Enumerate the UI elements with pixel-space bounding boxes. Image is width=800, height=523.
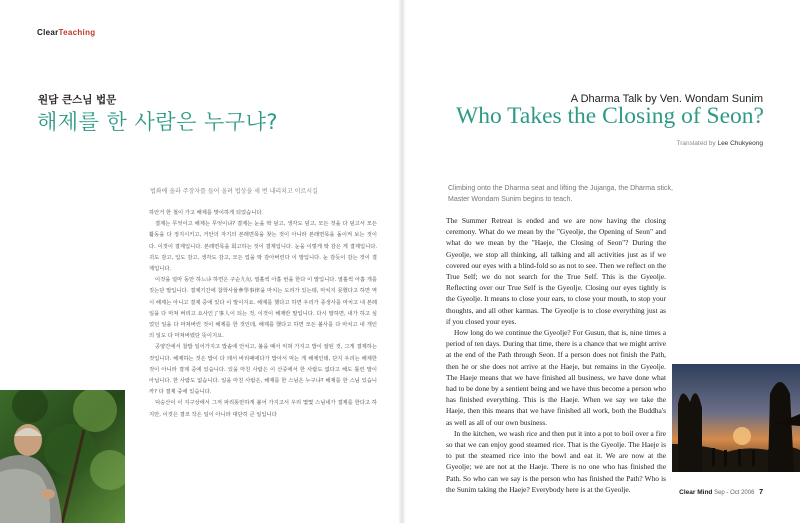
english-paragraph: How long do we continue the Gyeolje? For Gusun, that is, nine times a period of ten days. During that time, there is a chance that we might arrive at the end of the Path through Seon. If a person does not finish the Path, then he or she does not arrive at the Haeje, but remains in the Gyeolje. The Haeje means that we have finished all business, we have done what had to be done by a sentient being and we have thus become a person who has finished everything. This is the Haeje. When we say we take the Haeje, then this means that we have finished all work, both the Buddha's as well as all of our own business. <box>446 328 667 427</box>
page-gutter <box>398 0 406 523</box>
korean-title: 해제를 한 사람은 누구냐? <box>37 110 279 134</box>
korean-caption: 법좌에 올라 주장자를 들어 올려 법상을 세 번 내리치고 이르시길 <box>150 188 318 195</box>
korean-subtitle: 원담 큰스님 법문 <box>38 94 117 106</box>
translator-credit <box>677 140 764 147</box>
english-paragraph: The Summer Retreat is ended and we are now having the closing ceremony. What do we mean by the "Gyeolje, the Opening of Seon" and what do we mean by the "Haeje, the Closing of Seon"? During the Gyeolje, we stop all thinking, all talking and all activities just as if we covered our eyes with a blind-fold so as not to see. Then we reflect on the True Self; we do not search for the True Self. This is the Gyeolje. Reflecting over our True Self is the Gyeolje. Closing our eyes tightly is the Gyeolje. It means to close your ears, to close your mouth, to stop your thoughts, and all other karmas. The Gyeolje is to close everything just as if you closed your eyes. <box>446 216 666 326</box>
english-title: Who Takes the Closing of Seon? <box>456 103 764 129</box>
korean-paragraph: 결제는 무엇이고 해제는 무엇이냐? 결제는 눈을 딱 덮고, 생각도 덮고, 모든 것을 다 덮고서 모든 활동을 다 정지시키고, 거안의 자기의 본래면목을 찾는 것이 아니라 본래면목을 돌이켜 보는 것이다. 이것이 결제입니다. 본래면목을 회고하는 것이 결제입니다. 눈을 이렇게 딱 감은 게 결제입니다. 귀도 감고, 입도 감고, 생각도 감고, 모든 업을 딱 감아버린다 이 말입니다. 눈 감듯이 감는 것이 결제입니다. <box>149 221 377 273</box>
footer-magazine: Clear Mind <box>679 489 713 496</box>
korean-paragraph: 이것을 얼마 동안 하느냐 하면은 구순九旬, 열흘씩 아홉 번을 한다 이 말입니다. 열흘씩 아홉 개를 짓는단 말입니다. 결제기간에 참학사율參學事律을 마치는 도리가 있는데, 마치지 못했다고 하면 역시 해제는 아니고 결제 중에 있다 이 말이지요. 해제를 했다고 하면 우리가 종생사를 마치고 내 본래 일을 다 마쳐 버리고 요사인了事人이 되는 것, 이것이 해제란 말입니다. 다시 말하면, 내가 하고 싶었던 일을 다 마쳐버린 것이 해제를 한 것인데, 해제를 했다고 하면 모든 볼사를 다 마치고 내 개인의 일도 다 마쳐버렸단 뜻이지요. <box>149 277 377 340</box>
korean-body <box>149 208 377 421</box>
brand-clear: Clear <box>37 28 59 37</box>
footer-issue: Sep - Oct 2006 <box>714 490 755 496</box>
page-footer <box>679 489 763 496</box>
section-brand <box>37 28 95 37</box>
korean-paragraph: 덕숭산이 이 지구상에서 그저 파리똥만하게 붙어 가지고서 우리 몇몇 스님네가 결제를 한다고 하지만, 이것은 결코 작은 일이 아니라 대단히 큰 일입니다 <box>149 400 377 418</box>
translator-label: Translated by <box>676 140 716 147</box>
translator-name: Lee Chukyeong <box>717 140 763 147</box>
english-subtitle: A Dharma Talk by Ven. Wondam Sunim <box>570 93 763 105</box>
brand-teaching: Teaching <box>58 28 96 37</box>
korean-paragraph: 하안거 한 철이 가고 해제를 맞이하게 되었습니다. <box>149 210 264 216</box>
temple-sunset-photo <box>672 364 800 472</box>
english-caption: Climbing onto the Dharma seat and lifting the Jujanga, the Dharma stick, Master Wondam Sunim begins to teach. <box>448 185 673 203</box>
korean-paragraph: 공양간에서 찰밥 일어가지고 밥솥에 안치고, 불을 때서 익혀 가지고 밥이 잘된 것, 그게 결제하는 것입니다. 해제하는 것은 밥이 다 돼서 바리때에다가 밥아서 먹는 게 해제인데, 단지 우리는 해제한 것이 아니라 결제 중에 있습니다. 있을 마친 사람은 이 산중에서 한 사람도 없다고 해도 틀린 말이 아닙니다. 한 사람도 없습니다. 일을 마친 사람은, 해제를 한 스님은 누구냐? 해제를 한 스님 있습니까? 다 결제 중에 있습니다. <box>149 344 377 396</box>
page-number: 7 <box>759 489 763 496</box>
english-paragraph: In the kitchen, we wash rice and then put it into a pot to boil over a fire so that we can enjoy good steamed rice. That is the Gyeolje. The Haeje is to put the steamed rice into the bowl and eat it. We are now at the Gyeolje; we are not at the Haeje. There is no one who has finished the Path. So who can we say is the person who has finished the Path? Who is the Sunim taking the Haeje? Everybody here is at the Gyeolje. <box>446 428 666 494</box>
monk-photo <box>0 390 125 523</box>
english-body <box>446 215 666 495</box>
